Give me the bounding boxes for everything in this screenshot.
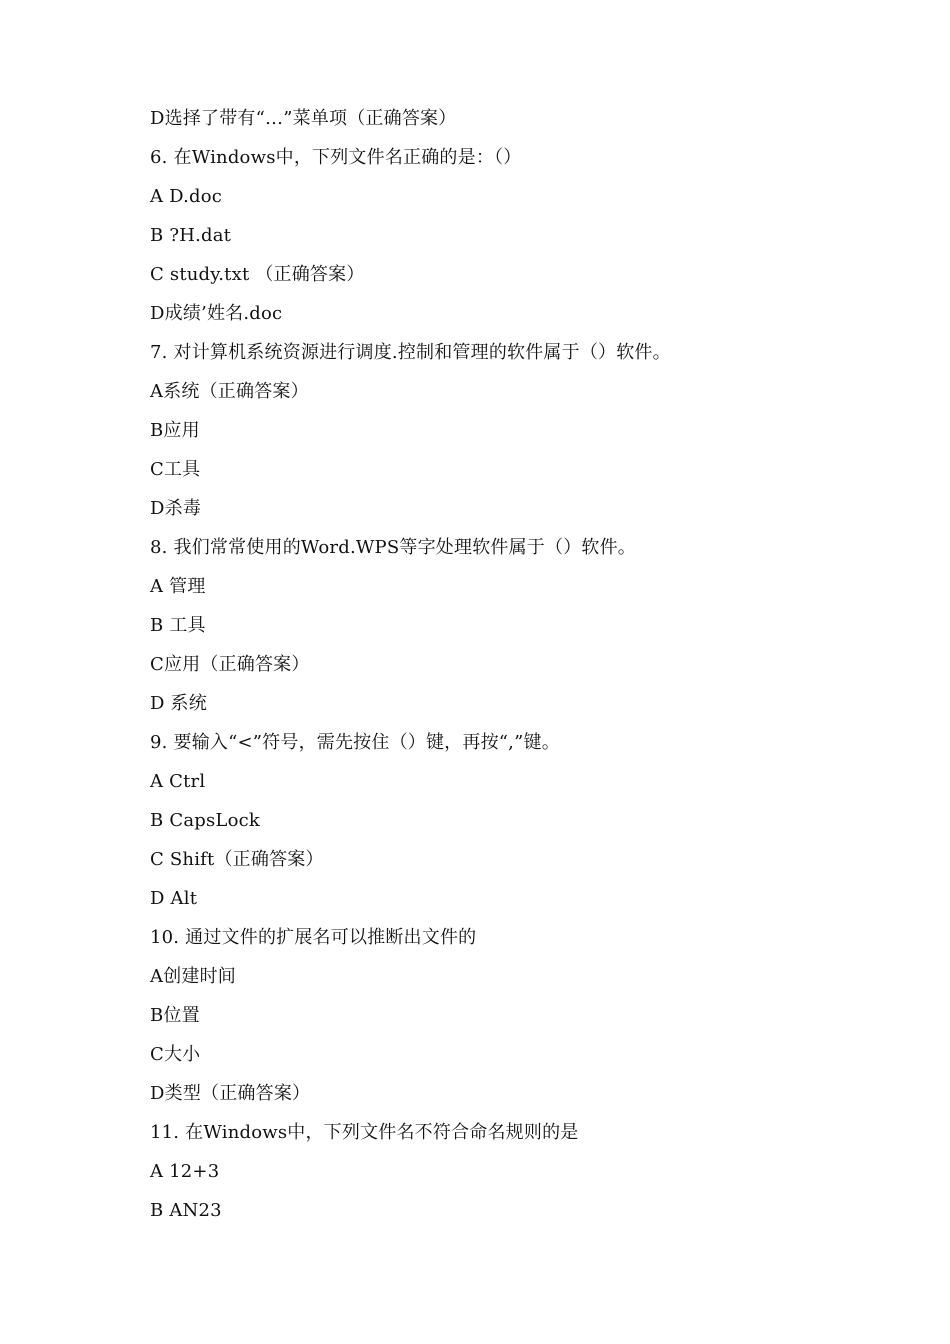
answer-option: B CapsLock xyxy=(150,810,260,831)
answer-option: A创建时间 xyxy=(150,966,236,987)
answer-option: D成绩’姓名.doc xyxy=(150,303,283,324)
answer-option: B 工具 xyxy=(150,615,206,636)
question-9: 9. 要输入“<”符号，需先按住（）键，再按“,”键。 xyxy=(150,732,560,753)
answer-option: A系统（正确答案） xyxy=(150,381,309,402)
answer-option: D杀毒 xyxy=(150,498,202,519)
answer-option: B位置 xyxy=(150,1005,200,1026)
answer-option: B应用 xyxy=(150,420,200,441)
answer-option: B ?H.dat xyxy=(150,225,232,246)
answer-option: C应用（正确答案） xyxy=(150,654,310,675)
answer-option: C大小 xyxy=(150,1044,201,1065)
answer-option: C工具 xyxy=(150,459,201,480)
answer-option: A Ctrl xyxy=(150,771,206,792)
answer-option: C Shift（正确答案） xyxy=(150,849,324,870)
answer-option: B AN23 xyxy=(150,1200,222,1221)
answer-option: D 系统 xyxy=(150,693,207,714)
answer-option: D类型（正确答案） xyxy=(150,1083,311,1104)
answer-option: A D.doc xyxy=(150,186,223,207)
answer-option: A 管理 xyxy=(150,576,206,597)
answer-option: A 12+3 xyxy=(150,1161,220,1182)
document-body xyxy=(150,104,870,1235)
question-8: 8. 我们常常使用的Word.WPS等字处理软件属于（）软件。 xyxy=(150,537,637,558)
question-7: 7. 对计算机系统资源进行调度.控制和管理的软件属于（）软件。 xyxy=(150,342,671,363)
answer-option: D选择了带有“…”菜单项（正确答案） xyxy=(150,108,457,129)
answer-option: C study.txt （正确答案） xyxy=(150,264,365,285)
question-10: 10. 通过文件的扩展名可以推断出文件的 xyxy=(150,927,477,948)
question-6: 6. 在Windows中，下列文件名正确的是：（） xyxy=(150,147,522,168)
answer-option: D Alt xyxy=(150,888,198,909)
question-11: 11. 在Windows中，下列文件名不符合命名规则的是 xyxy=(150,1122,579,1143)
